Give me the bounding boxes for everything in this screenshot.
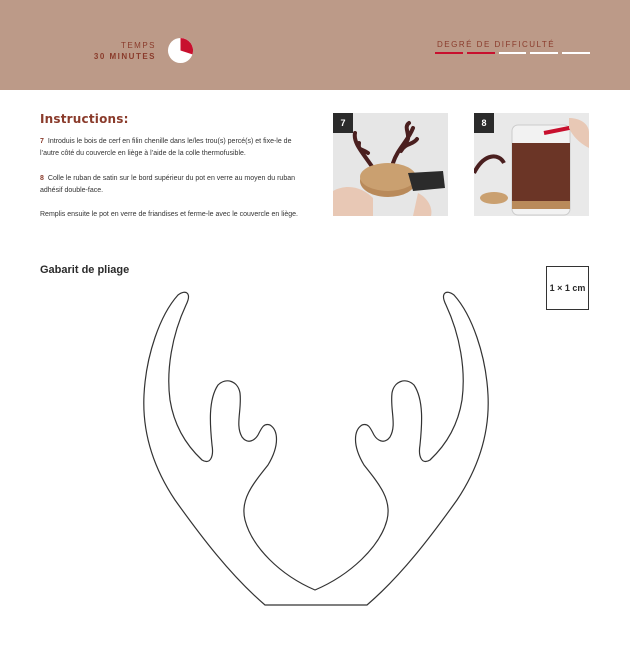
- difficulty-segment: [467, 52, 495, 54]
- step-7: [40, 136, 300, 159]
- step-number: 8: [40, 175, 44, 182]
- template-title: Gabarit de pliage: [40, 264, 130, 276]
- difficulty-label: DEGRÉ DE DIFFICULTÉ: [437, 40, 556, 49]
- antler-template-outline: [130, 285, 500, 615]
- step-8: [40, 173, 300, 196]
- step-number: 7: [40, 138, 44, 145]
- time-label: TEMPS: [120, 41, 156, 50]
- header-banner: [0, 0, 630, 90]
- timer-pie-icon: [167, 37, 194, 64]
- time-value: 30 MINUTES: [93, 52, 156, 61]
- photo-badge: 7: [333, 113, 353, 133]
- photo-badge: 8: [474, 113, 494, 133]
- step-text: Introduis le bois de cerf en filin chenille dans le/les trou(s) percé(s) et fixe-le de l’autre côté du couvercle en liège à l’aide de la colle thermofusible.: [40, 138, 292, 157]
- difficulty-meter: [435, 52, 590, 55]
- difficulty-segment: [530, 52, 558, 54]
- closing-text: Remplis ensuite le pot en verre de friandises et ferme-le avec le couvercle en liège.: [40, 211, 298, 218]
- step-text: Colle le ruban de satin sur le bord supérieur du pot en verre au moyen du ruban adhésif double-face.: [40, 175, 296, 194]
- difficulty-segment: [562, 52, 590, 54]
- difficulty-segment: [435, 52, 463, 54]
- time-info: [94, 40, 156, 62]
- scale-indicator: 1 × 1 cm: [546, 266, 589, 310]
- photo-step-8: [474, 113, 589, 216]
- photo-step-7: [333, 113, 448, 216]
- instructions-title: Instructions:: [40, 112, 129, 126]
- difficulty-segment: [499, 52, 527, 54]
